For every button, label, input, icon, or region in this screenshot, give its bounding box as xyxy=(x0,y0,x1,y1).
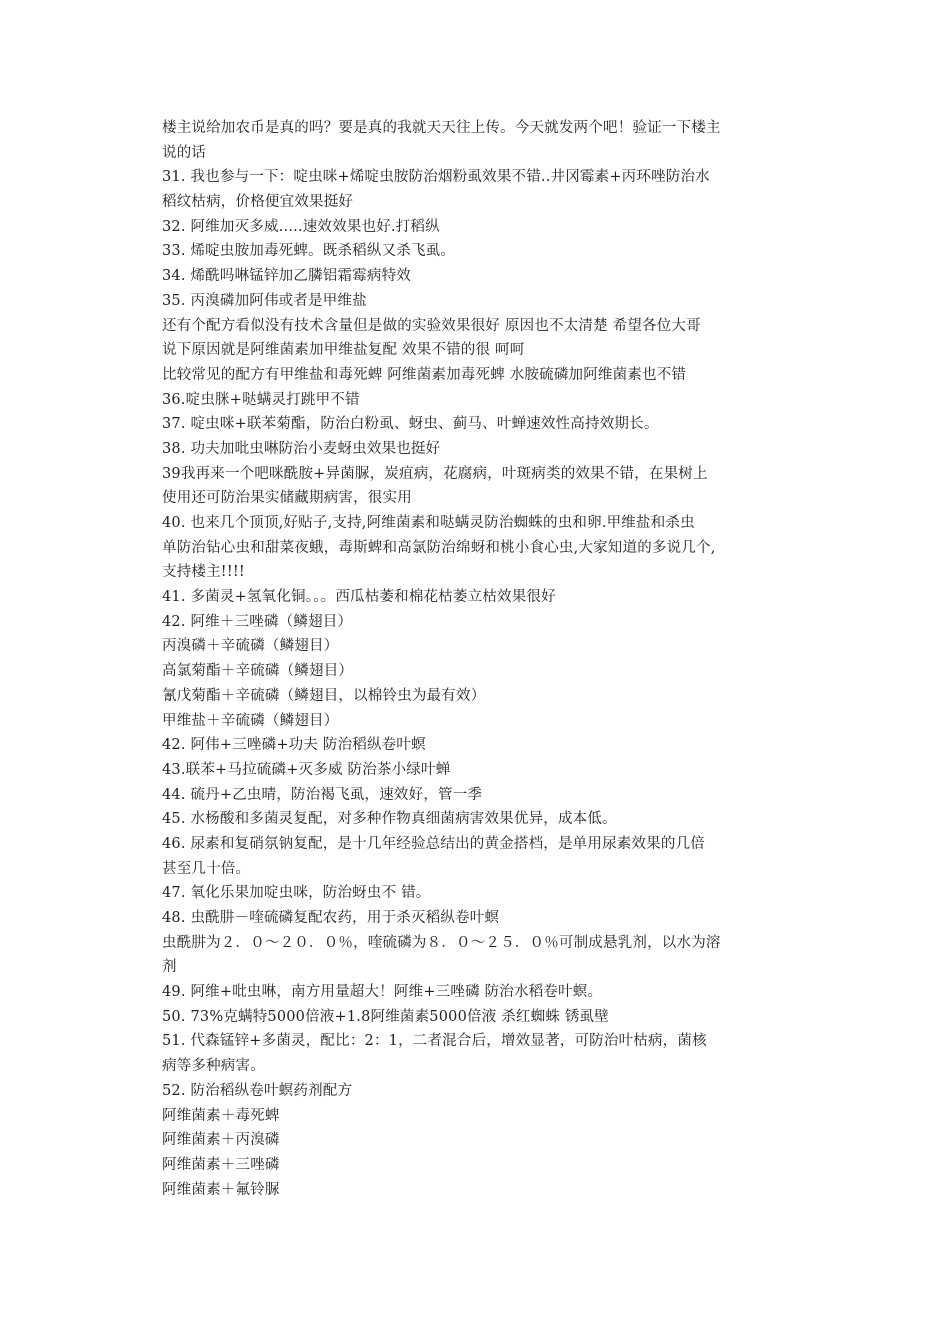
text-line: 44. 硫丹+乙虫晴，防治褐飞虱，速效好，管一季 xyxy=(162,786,483,803)
text-line: 43.联苯+马拉硫磷+灭多威 防治茶小绿叶蝉 xyxy=(162,761,451,778)
text-line: 阿维菌素＋丙溴磷 xyxy=(162,1132,280,1149)
text-line: 甲维盐＋辛硫磷（鳞翅目） xyxy=(162,712,339,729)
text-line: 46. 尿素和复硝氛钠复配，是十几年经验总结出的黄金搭档，是单用尿素效果的几倍 xyxy=(162,835,705,852)
text-line: 稻纹枯病，价格便宜效果挺好 xyxy=(162,194,354,211)
text-line: 高氯菊酯＋辛硫磷（鳞翅目） xyxy=(162,663,354,680)
text-line: 支持楼主!!!! xyxy=(162,564,245,581)
text-line: 比较常见的配方有甲维盐和毒死蜱 阿维菌素加毒死蜱 水胺硫磷加阿维菌素也不错 xyxy=(162,366,687,383)
text-line: 48. 虫酰肼－喹硫磷复配农药，用于杀灭稻纵卷叶螟 xyxy=(162,910,500,926)
text-line: 阿维菌素＋氟铃脲 xyxy=(162,1181,280,1198)
text-line: 32. 阿维加灭多威.....速效效果也好.打稻纵 xyxy=(162,218,440,235)
text-line: 使用还可防治果实储藏期病害，很实用 xyxy=(162,490,412,507)
text-line: 剂 xyxy=(162,959,177,976)
text-line: 51. 代森锰锌+多菌灵，配比：2：1，二者混合后，增效显著，可防治叶枯病，菌核 xyxy=(162,1033,707,1050)
text-line: 52. 防治稻纵卷叶螟药剂配方 xyxy=(162,1082,353,1099)
text-line: 病等多种病害。 xyxy=(162,1058,265,1075)
text-line: 说的话 xyxy=(162,144,207,161)
text-line: 37. 啶虫咪+联苯菊酯，防治白粉虱、蚜虫、蓟马、叶蝉速效性高持效期长。 xyxy=(162,416,659,433)
text-line: 单防治钻心虫和甜菜夜蛾，毒斯蜱和高氯防治绵蚜和桃小食心虫,大家知道的多说几个, xyxy=(162,539,716,556)
text-line: 40. 也来几个顶顶,好贴子,支持,阿维菌素和哒螨灵防治蜘蛛的虫和卵.甲维盐和杀虫 xyxy=(162,515,695,531)
text-line: 35. 丙溴磷加阿伟或者是甲维盐 xyxy=(162,292,367,309)
text-line: 氰戊菊酯＋辛硫磷（鳞翅目，以棉铃虫为最有效） xyxy=(162,687,486,704)
document-body xyxy=(162,116,794,1202)
text-line: 阿维菌素＋三唑磷 xyxy=(162,1156,280,1173)
text-line: 阿维菌素＋毒死蜱 xyxy=(162,1107,280,1124)
text-line: 楼主说给加农币是真的吗？要是真的我就天天往上传。今天就发两个吧！验证一下楼主 xyxy=(162,120,721,136)
text-line: 50. 73%克螨特5000倍液+1.8阿维菌素5000倍液 杀红蜘蛛 锈虱壁 xyxy=(162,1008,609,1025)
text-line: 还有个配方看似没有技术含量但是做的实验效果很好 原因也不太清楚 希望各位大哥 xyxy=(162,317,701,334)
text-line: 41. 多菌灵+氢氧化铜。。。西瓜枯萎和棉花枯萎立枯效果很好 xyxy=(162,589,556,606)
text-line: 36.啶虫脒+哒螨灵打跳甲不错 xyxy=(162,391,360,408)
text-line: 47. 氧化乐果加啶虫咪，防治蚜虫不 错。 xyxy=(162,885,431,902)
text-line: 45. 水杨酸和多菌灵复配，对多种作物真细菌病害效果优异，成本低。 xyxy=(162,811,617,828)
text-line: 39我再来一个吧咪酰胺+异菌脲，炭疽病，花腐病，叶斑病类的效果不错，在果树上 xyxy=(162,465,708,482)
text-line: 42. 阿伟+三唑磷+功夫 防治稻纵卷叶螟 xyxy=(162,737,426,754)
text-line: 42. 阿维＋三唑磷（鳞翅目） xyxy=(162,613,353,630)
text-line: 31. 我也参与一下：啶虫咪+烯啶虫胺防治烟粉虱效果不错..井冈霉素+丙环唑防治水 xyxy=(162,169,710,186)
text-line: 虫酰肼为２．０～２０．０％，喹硫磷为８．０～２５．０％可制成悬乳剂，以水为溶 xyxy=(162,934,721,951)
text-line: 33. 烯啶虫胺加毒死蜱。既杀稻纵又杀飞虱。 xyxy=(162,243,456,260)
text-line: 34. 烯酰吗啉锰锌加乙膦铝霜霉病特效 xyxy=(162,268,411,285)
text-line: 49. 阿维+吡虫啉，南方用量超大！阿维+三唑磷 防治水稻卷叶螟。 xyxy=(162,984,603,1001)
text-line: 38. 功夫加吡虫啉防治小麦蚜虫效果也挺好 xyxy=(162,440,441,457)
text-line: 说下原因就是阿维菌素加甲维盐复配 效果不错的很 呵呵 xyxy=(162,342,525,359)
text-line: 甚至几十倍。 xyxy=(162,860,251,877)
text-line: 丙溴磷＋辛硫磷（鳞翅目） xyxy=(162,638,339,655)
